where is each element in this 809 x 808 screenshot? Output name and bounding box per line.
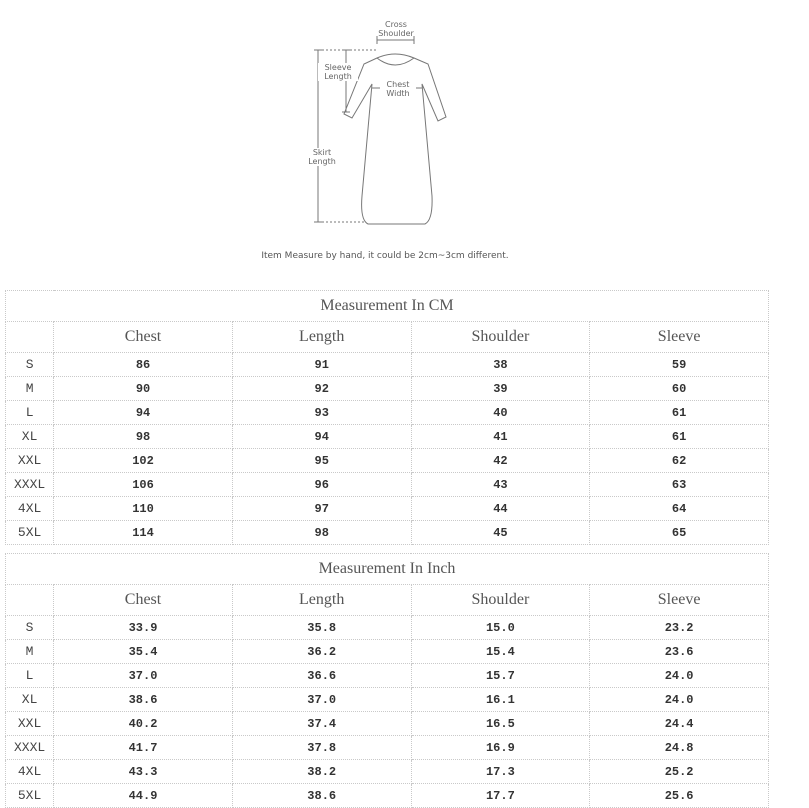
value-cell: 36.2 <box>232 640 411 664</box>
value-cell: 42 <box>411 449 590 473</box>
value-cell: 35.8 <box>232 616 411 640</box>
size-table-cm <box>5 290 769 545</box>
value-cell: 98 <box>232 521 411 545</box>
value-cell: 110 <box>54 497 233 521</box>
table-row <box>6 497 769 521</box>
value-cell: 25.2 <box>590 760 769 784</box>
table-row <box>6 473 769 497</box>
size-label-cell: 5XL <box>6 521 54 545</box>
value-cell: 24.0 <box>590 664 769 688</box>
value-cell: 94 <box>54 401 233 425</box>
table-title: Measurement In Inch <box>6 554 769 585</box>
value-cell: 16.5 <box>411 712 590 736</box>
size-table-inch <box>5 553 769 808</box>
value-cell: 61 <box>590 401 769 425</box>
size-label-cell: XXL <box>6 449 54 473</box>
value-cell: 38 <box>411 353 590 377</box>
value-cell: 94 <box>232 425 411 449</box>
value-cell: 38.2 <box>232 760 411 784</box>
value-cell: 59 <box>590 353 769 377</box>
value-cell: 37.4 <box>232 712 411 736</box>
value-cell: 16.9 <box>411 736 590 760</box>
table-row <box>6 353 769 377</box>
value-cell: 15.4 <box>411 640 590 664</box>
table-row <box>6 784 769 808</box>
value-cell: 40.2 <box>54 712 233 736</box>
value-cell: 38.6 <box>54 688 233 712</box>
size-label-cell: XL <box>6 688 54 712</box>
value-cell: 24.0 <box>590 688 769 712</box>
table-row <box>6 664 769 688</box>
value-cell: 15.7 <box>411 664 590 688</box>
value-cell: 37.8 <box>232 736 411 760</box>
value-cell: 44 <box>411 497 590 521</box>
value-cell: 33.9 <box>54 616 233 640</box>
value-cell: 61 <box>590 425 769 449</box>
value-cell: 91 <box>232 353 411 377</box>
skirt-length-label: Skirt Length <box>302 148 342 166</box>
value-cell: 24.8 <box>590 736 769 760</box>
value-cell: 16.1 <box>411 688 590 712</box>
header-cell-length: Length <box>232 585 411 616</box>
value-cell: 63 <box>590 473 769 497</box>
header-cell-shoulder: Shoulder <box>411 322 590 353</box>
table-row <box>6 616 769 640</box>
table-row <box>6 449 769 473</box>
value-cell: 86 <box>54 353 233 377</box>
value-cell: 25.6 <box>590 784 769 808</box>
table-title: Measurement In CM <box>6 291 769 322</box>
value-cell: 35.4 <box>54 640 233 664</box>
size-label-cell: XXXL <box>6 736 54 760</box>
table-row <box>6 521 769 545</box>
header-cell-sleeve: Sleeve <box>590 322 769 353</box>
value-cell: 65 <box>590 521 769 545</box>
value-cell: 17.7 <box>411 784 590 808</box>
value-cell: 60 <box>590 377 769 401</box>
value-cell: 36.6 <box>232 664 411 688</box>
size-label-cell: M <box>6 377 54 401</box>
measurement-diagram <box>0 0 809 275</box>
size-label-cell: L <box>6 401 54 425</box>
value-cell: 106 <box>54 473 233 497</box>
size-label-cell: XXXL <box>6 473 54 497</box>
value-cell: 90 <box>54 377 233 401</box>
value-cell: 43.3 <box>54 760 233 784</box>
value-cell: 41.7 <box>54 736 233 760</box>
value-cell: 38.6 <box>232 784 411 808</box>
value-cell: 15.0 <box>411 616 590 640</box>
value-cell: 92 <box>232 377 411 401</box>
size-label-cell: S <box>6 353 54 377</box>
table-row <box>6 640 769 664</box>
value-cell: 39 <box>411 377 590 401</box>
value-cell: 98 <box>54 425 233 449</box>
value-cell: 97 <box>232 497 411 521</box>
size-label-cell: S <box>6 616 54 640</box>
measurement-note: Item Measure by hand, it could be 2cm~3cm different. <box>261 251 509 261</box>
value-cell: 64 <box>590 497 769 521</box>
size-label-cell: XXL <box>6 712 54 736</box>
table-row <box>6 712 769 736</box>
header-cell-chest: Chest <box>54 585 233 616</box>
value-cell: 114 <box>54 521 233 545</box>
value-cell: 102 <box>54 449 233 473</box>
value-cell: 40 <box>411 401 590 425</box>
value-cell: 41 <box>411 425 590 449</box>
value-cell: 96 <box>232 473 411 497</box>
table-row <box>6 688 769 712</box>
value-cell: 24.4 <box>590 712 769 736</box>
value-cell: 45 <box>411 521 590 545</box>
header-cell-length: Length <box>232 322 411 353</box>
header-cell-chest: Chest <box>54 322 233 353</box>
header-cell-shoulder: Shoulder <box>411 585 590 616</box>
table-row <box>6 377 769 401</box>
value-cell: 17.3 <box>411 760 590 784</box>
size-label-cell: 4XL <box>6 497 54 521</box>
size-label-cell: XL <box>6 425 54 449</box>
table-header-row <box>6 585 769 616</box>
size-label-cell: L <box>6 664 54 688</box>
value-cell: 95 <box>232 449 411 473</box>
table-row <box>6 401 769 425</box>
table-row <box>6 760 769 784</box>
sleeve-length-label: Sleeve Length <box>318 63 358 81</box>
size-label-cell: 5XL <box>6 784 54 808</box>
header-cell-sleeve: Sleeve <box>590 585 769 616</box>
size-label-cell: 4XL <box>6 760 54 784</box>
value-cell: 44.9 <box>54 784 233 808</box>
table-row <box>6 425 769 449</box>
cross-shoulder-label: Cross Shoulder <box>378 20 414 38</box>
header-cell-size <box>6 322 54 353</box>
value-cell: 37.0 <box>232 688 411 712</box>
value-cell: 23.2 <box>590 616 769 640</box>
size-label-cell: M <box>6 640 54 664</box>
value-cell: 43 <box>411 473 590 497</box>
value-cell: 23.6 <box>590 640 769 664</box>
chest-width-label: Chest Width <box>380 80 416 98</box>
table-header-row <box>6 322 769 353</box>
value-cell: 93 <box>232 401 411 425</box>
value-cell: 62 <box>590 449 769 473</box>
value-cell: 37.0 <box>54 664 233 688</box>
table-row <box>6 736 769 760</box>
header-cell-size <box>6 585 54 616</box>
